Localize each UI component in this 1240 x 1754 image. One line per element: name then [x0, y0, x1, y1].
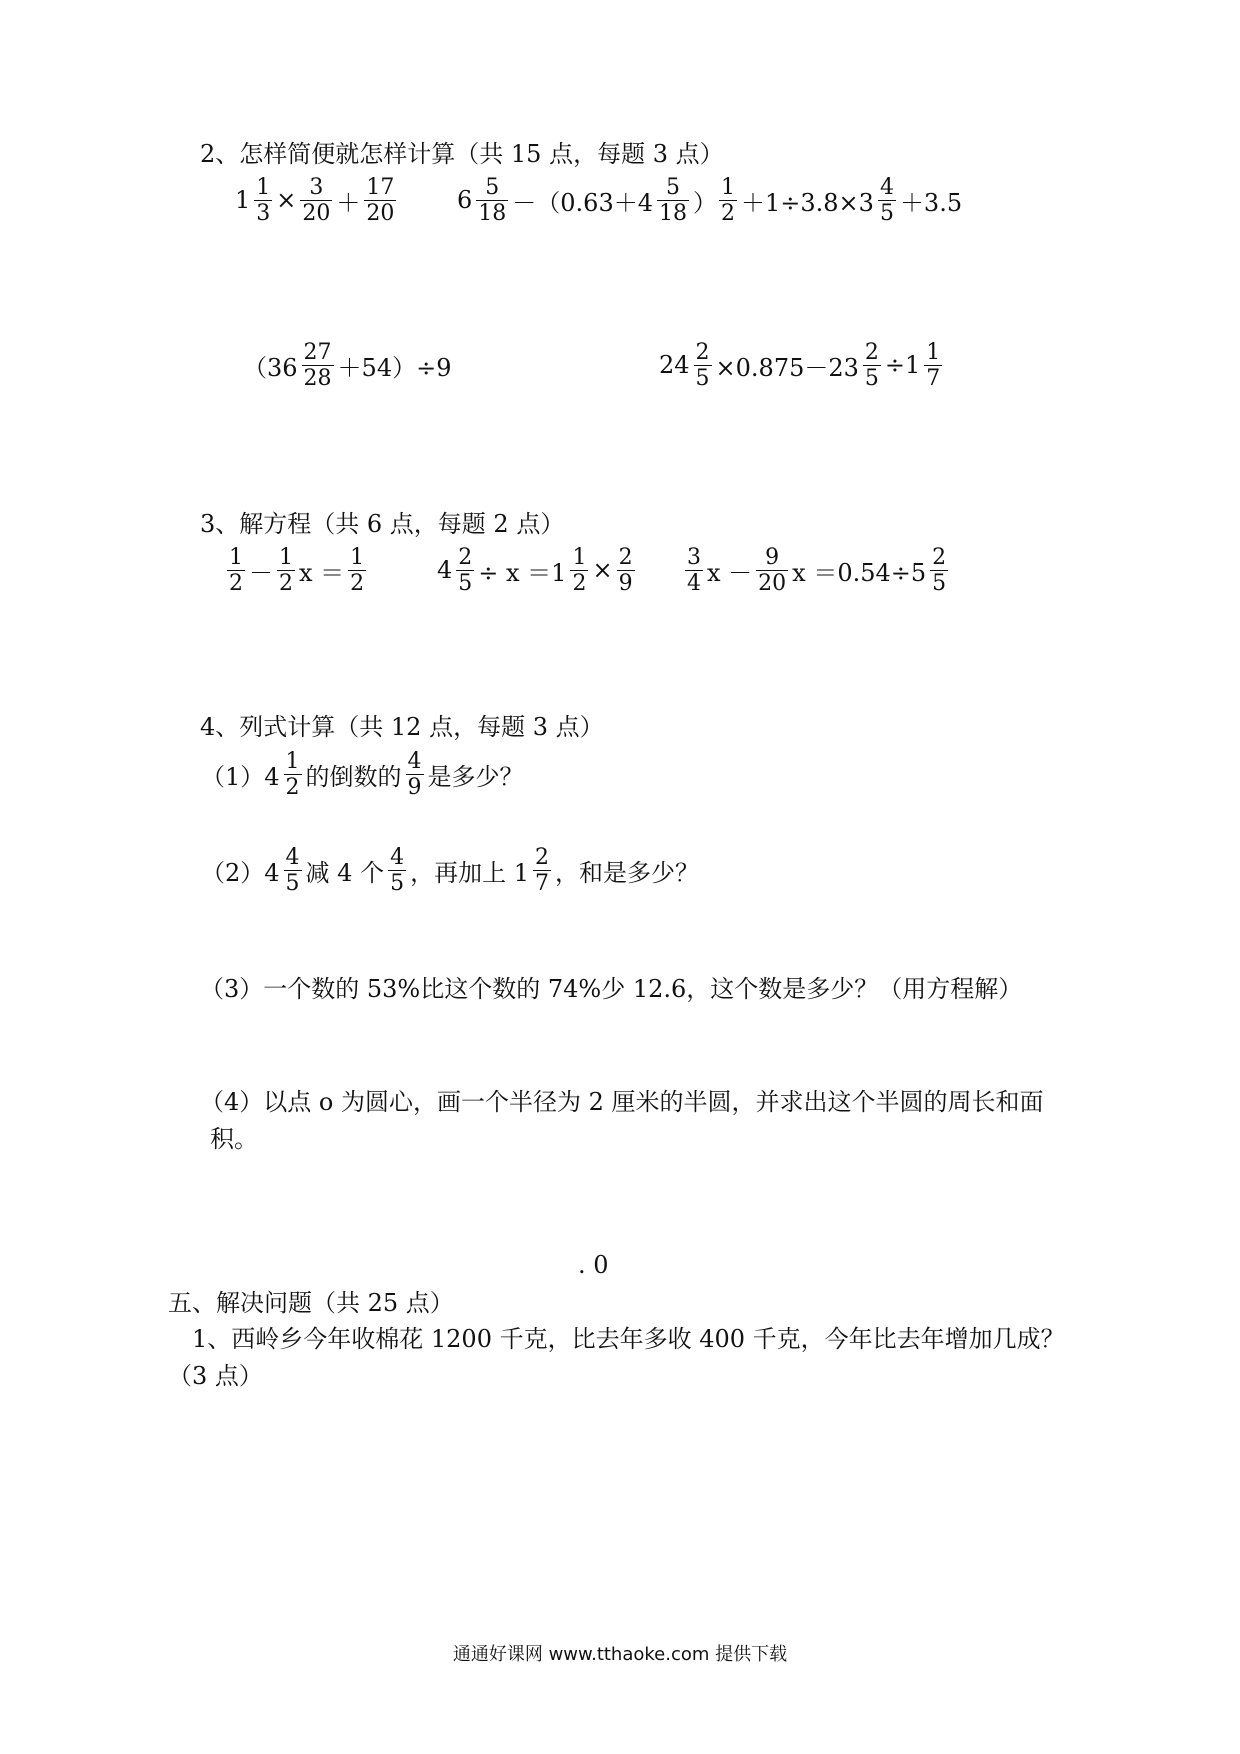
fraction: $\frac{2}{5}$ [458, 544, 473, 596]
fraction: $\frac{5}{18}$ [478, 174, 507, 226]
whole-number: 4 [437, 556, 453, 584]
operator: ＋ [336, 188, 361, 217]
fraction: $\frac{9}{20}$ [758, 544, 787, 596]
whole-number: 24 [659, 351, 690, 379]
q3-equation-1 [224, 538, 369, 602]
fraction: $\frac{2}{9}$ [618, 544, 633, 596]
fraction: $\frac{1}{2}$ [721, 174, 735, 226]
fraction: $\frac{1}{2}$ [572, 544, 587, 596]
q2-expression-2 [456, 168, 718, 232]
fraction: $\frac{1}{3}$ [256, 174, 271, 226]
fraction: $\frac{1}{7}$ [926, 339, 941, 391]
q4-problem-4-line-2: 积。 [210, 1125, 258, 1153]
section-5-title: 五、解决问题（共 25 点） [168, 1289, 454, 1317]
expression-text: ，和是多少？ [554, 858, 699, 887]
q2-expression-3 [716, 168, 963, 232]
q2-expression-1 [234, 168, 399, 232]
fraction: $\frac{3}{4}$ [687, 544, 701, 596]
expression-text: ＋1÷3.8×3 [741, 188, 874, 217]
expression-text: ） [693, 188, 717, 217]
operator: × [276, 186, 297, 214]
q2-expression-5 [658, 333, 945, 397]
section-3-title: 3、解方程（共 6 点，每题 2 点） [200, 510, 565, 538]
expression-text: ，再加上 1 [410, 858, 529, 887]
expression-text: （2）4 [201, 858, 280, 887]
fraction: $\frac{1}{2}$ [350, 544, 365, 596]
expression-text: x ＝ [299, 558, 345, 587]
fraction: $\frac{2}{7}$ [534, 844, 549, 896]
operator: × [592, 556, 613, 584]
q5-problem-1-line-2: （3 点） [168, 1362, 263, 1390]
q4-problem-4-line-1: （4）以点 o 为圆心，画一个半径为 2 厘米的半圆，并求出这个半圆的周长和面 [200, 1088, 1044, 1116]
fraction: $\frac{1}{2}$ [229, 544, 243, 596]
expression-text: 的倒数的 [305, 762, 402, 791]
q4-problem-2 [200, 838, 700, 902]
fraction: $\frac{5}{18}$ [659, 174, 687, 226]
expression-text: x － [707, 558, 753, 587]
section-4-title: 4、列式计算（共 12 点，每题 3 点） [200, 713, 604, 741]
fraction: $\frac{1}{2}$ [285, 748, 300, 800]
expression-text: ＋54）÷9 [337, 353, 452, 382]
fraction: $\frac{4}{9}$ [407, 748, 422, 800]
whole-number: 6 [457, 186, 473, 214]
q3-equation-3 [682, 538, 951, 602]
whole-number: 1 [235, 186, 251, 214]
expression-text: 是多少？ [427, 762, 524, 791]
expression-text: x ＝0.54÷5 [792, 558, 927, 587]
fraction: $\frac{4}{5}$ [285, 844, 300, 896]
page-footer: 通通好课网 www.tthaoke.com 提供下载 [452, 1644, 788, 1665]
stray-mark: . 0 [578, 1251, 609, 1279]
section-2-title: 2、怎样简便就怎样计算（共 15 点，每题 3 点） [200, 140, 724, 168]
expression-text: ×0.875－23 [715, 353, 859, 382]
fraction: $\frac{3}{20}$ [302, 174, 331, 226]
q5-problem-1-line-1: 1、西岭乡今年收棉花 1200 千克，比去年多收 400 千克，今年比去年增加几成？ [192, 1325, 1065, 1353]
expression-text: 减 4 个 [305, 858, 385, 887]
fraction: $\frac{4}{5}$ [390, 844, 405, 896]
fraction: $\frac{2}{5}$ [695, 339, 710, 391]
fraction: $\frac{4}{5}$ [879, 174, 894, 226]
fraction: $\frac{27}{28}$ [303, 339, 332, 391]
fraction: $\frac{2}{5}$ [864, 339, 879, 391]
fraction: $\frac{1}{2}$ [279, 544, 293, 596]
expression-text: ÷1 [884, 351, 921, 379]
fraction: $\frac{17}{20}$ [366, 174, 395, 226]
operator: － [249, 558, 273, 587]
expression-text: （36 [243, 353, 298, 382]
q4-problem-1 [200, 742, 525, 806]
q4-problem-3: （3）一个数的 53%比这个数的 74%少 12.6，这个数是多少？（用方程解） [200, 975, 1023, 1003]
expression-text: ＋3.5 [899, 188, 963, 217]
expression-text: －（0.63＋4 [512, 188, 653, 217]
q2-expression-4 [242, 333, 452, 397]
expression-text: （1）4 [201, 762, 280, 791]
expression-text: ÷ x ＝1 [478, 558, 567, 587]
fraction: $\frac{2}{5}$ [932, 544, 947, 596]
q3-equation-2 [436, 538, 638, 602]
